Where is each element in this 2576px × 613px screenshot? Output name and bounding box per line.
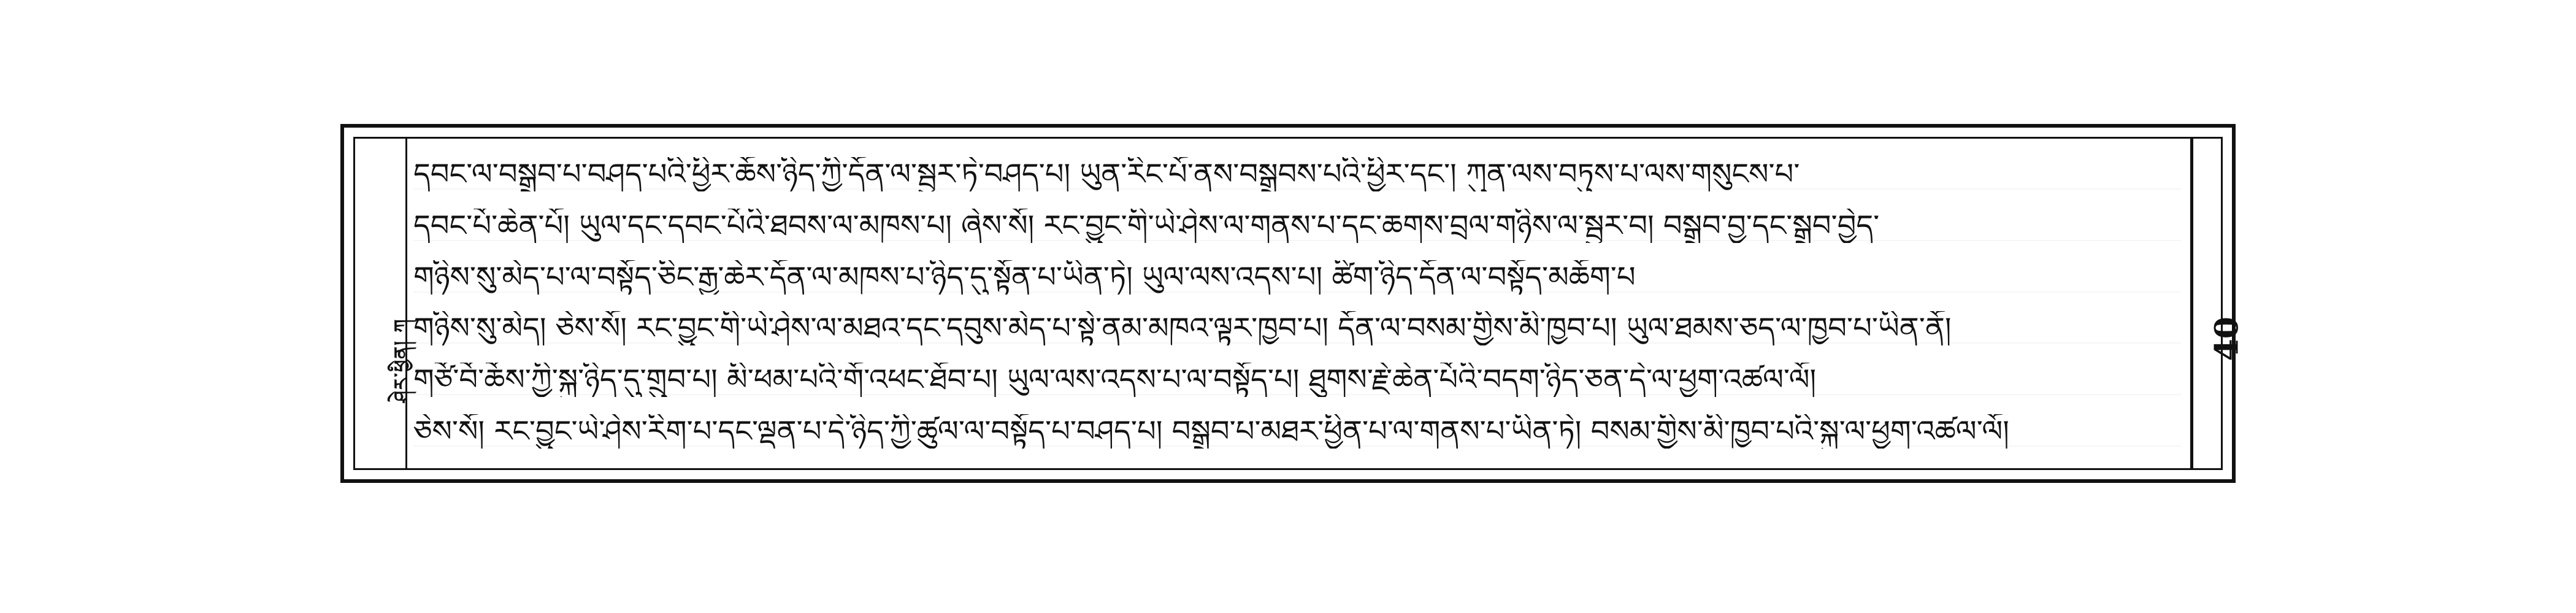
text-line-3	[413, 260, 2181, 295]
text-line-2	[413, 209, 2181, 243]
text-block	[413, 157, 2181, 449]
line-5-text: གཙོ་བོ་ཆོས་ཀྱི་སྐུ་ཉིད་དུ་གྲུབ་པ། མི་ཕམ་པའི་གོ་འཕང་ཐོབ་པ། ཡུལ་ལས་འདས་པ་ལ་བསྟོད་པ། ཐུགས་རྗེ་ཆེན་པོའི་བདག་ཉིད་ཅན་དེ་ལ་ཕྱག་འཚལ་ལོ།	[413, 363, 1817, 398]
page-number: 40	[2208, 317, 2245, 361]
text-line-5	[413, 363, 2181, 397]
line-1-text: དབང་ལ་བསྒྲུབ་པ་བཤད་པའི་ཕྱིར་ཆོས་ཉིད་ཀྱི་དོན་ལ་སྦྱར་ཏེ་བཤད་པ། ཡུན་རིང་པོ་ནས་བསྒྲུབས་པའི་ཕྱིར་དང་། ཀུན་ལས་བཏུས་པ་ལས་གསུངས་པ་	[413, 157, 1800, 191]
line-2-text: དབང་པོ་ཆེན་པོ། ཡུལ་དང་དབང་པོའི་ཐབས་ལ་མཁས་པ། ཞེས་སོ། རང་བྱུང་གི་ཡེ་ཤེས་ལ་གནས་པ་དང་ཆགས་བྲལ་གཉིས་ལ་སྦྱར་བ། བསྒྲུབ་བྱ་དང་སྒྲུབ་བྱེད་	[413, 208, 1880, 243]
line-6-text: ཅེས་སོ། རང་བྱུང་ཡེ་ཤེས་རིག་པ་དང་ལྡན་པ་དེ་ཉིད་ཀྱི་ཚུལ་ལ་བསྟོད་པ་བཤད་པ། བསྒྲུབ་པ་མཐར་ཕྱིན་པ་ལ་གནས་པ་ཡིན་ཏེ། བསམ་གྱིས་མི་ཁྱབ་པའི་སྐུ་ལ་ཕྱག་འཚལ་ལོ།	[413, 414, 2009, 449]
line-3-text: གཉིས་སུ་མེད་པ་ལ་བསྟོད་ཅིང་རྒྱ་ཆེར་དོན་ལ་མཁས་པ་ཉིད་དུ་སྟོན་པ་ཡིན་ཏེ། ཡུལ་ལས་འདས་པ། ཚིག་ཉིད་དོན་ལ་བསྟོད་མཆོག་པ	[413, 260, 1636, 295]
folio-inner-frame	[353, 137, 2245, 470]
line-4-text: གཉིས་སུ་མེད། ཅེས་སོ། རང་བྱུང་གི་ཡེ་ཤེས་ལ་མཐའ་དང་དབུས་མེད་པ་སྟེ་ནམ་མཁའ་ལྟར་ཁྱབ་པ། དོན་ལ་བསམ་གྱིས་མི་ཁྱབ་པ། ཡུལ་ཐམས་ཅད་ལ་ཁྱབ་པ་ཡིན་ནོ།	[413, 311, 1952, 346]
left-margin	[355, 139, 412, 468]
text-line-4	[413, 311, 2181, 345]
text-line-6	[413, 414, 2181, 449]
margin-title: ཤེར་ཕྱིན། ཀ	[391, 318, 412, 403]
right-margin	[2190, 139, 2245, 468]
text-line-1	[413, 157, 2181, 191]
manuscript-folio	[340, 124, 2245, 483]
